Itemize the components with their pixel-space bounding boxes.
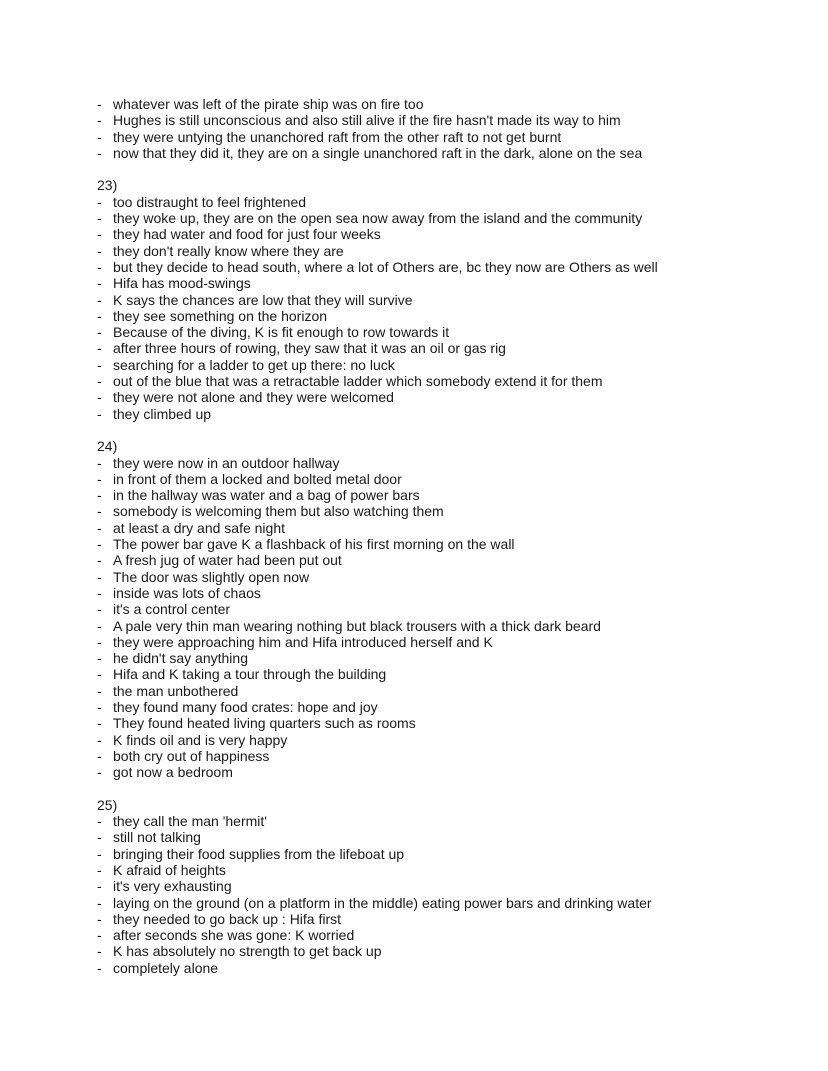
list-item-text: bringing their food supplies from the lifeboat up	[113, 845, 405, 862]
list-item-text: inside was lots of chaos	[113, 584, 261, 601]
list-item	[97, 292, 797, 308]
list-item-text: out of the blue that was a retractable ladder which somebody extend it for them	[113, 373, 603, 390]
list-item	[97, 226, 797, 242]
list-item-text: after seconds she was gone: K worried	[113, 927, 355, 944]
dash-bullet-icon: -	[97, 536, 102, 553]
dash-bullet-icon: -	[97, 144, 102, 161]
dash-bullet-icon: -	[97, 503, 102, 520]
dash-bullet-icon: -	[97, 927, 102, 944]
list-item	[97, 194, 797, 210]
dash-bullet-icon: -	[97, 894, 102, 911]
list-item-text: somebody is welcoming them but also watching them	[113, 503, 444, 520]
list-item-text: completely alone	[113, 959, 219, 976]
dash-bullet-icon: -	[97, 96, 102, 112]
section-heading: 25)	[97, 796, 118, 813]
list-item	[97, 846, 797, 862]
dash-bullet-icon: -	[97, 584, 102, 601]
list-item-text: Because of the diving, K is fit enough to row towards it	[113, 324, 450, 341]
dash-bullet-icon: -	[97, 242, 102, 259]
list-item	[97, 683, 797, 699]
dash-bullet-icon: -	[97, 454, 102, 471]
dash-bullet-icon: -	[97, 193, 102, 210]
list-item	[97, 829, 797, 845]
dash-bullet-icon: -	[97, 128, 102, 145]
dash-bullet-icon: -	[97, 829, 102, 846]
dash-bullet-icon: -	[97, 226, 102, 243]
document-page	[97, 96, 797, 976]
list-item	[97, 715, 797, 731]
list-item	[97, 129, 797, 145]
bullet-list	[97, 813, 797, 976]
list-item-text: after three hours of rowing, they saw that it was an oil or gas rig	[113, 340, 506, 357]
list-item	[97, 895, 797, 911]
list-item-text: A pale very thin man wearing nothing but black trousers with a thick dark beard	[113, 617, 601, 634]
dash-bullet-icon: -	[97, 650, 102, 667]
list-item-text: The power bar gave K a flashback of his first morning on the wall	[113, 536, 515, 553]
list-item-text: searching for a ladder to get up there: no luck	[113, 356, 395, 373]
list-item	[97, 650, 797, 666]
list-item	[97, 455, 797, 471]
list-item	[97, 552, 797, 568]
dash-bullet-icon: -	[97, 552, 102, 569]
dash-bullet-icon: -	[97, 698, 102, 715]
dash-bullet-icon: -	[97, 845, 102, 862]
dash-bullet-icon: -	[97, 747, 102, 764]
list-item	[97, 666, 797, 682]
dash-bullet-icon: -	[97, 943, 102, 960]
dash-bullet-icon: -	[97, 959, 102, 976]
dash-bullet-icon: -	[97, 568, 102, 585]
list-item	[97, 813, 797, 829]
list-item	[97, 536, 797, 552]
list-item-text: they woke up, they are on the open sea now away from the island and the community	[113, 210, 643, 227]
dash-bullet-icon: -	[97, 210, 102, 227]
list-item	[97, 373, 797, 389]
list-item	[97, 911, 797, 927]
list-item-text: A fresh jug of water had been put out	[113, 552, 342, 569]
list-item-text: too distraught to feel frightened	[113, 193, 307, 210]
list-item-text: now that they did it, they are on a single unanchored raft in the dark, alone on the sea	[113, 144, 643, 161]
list-item-text: still not talking	[113, 829, 201, 846]
list-item	[97, 243, 797, 259]
dash-bullet-icon: -	[97, 601, 102, 618]
list-item-text: The door was slightly open now	[113, 568, 310, 585]
list-item	[97, 112, 797, 128]
dash-bullet-icon: -	[97, 324, 102, 341]
list-item-text: the man unbothered	[113, 682, 239, 699]
list-item	[97, 960, 797, 976]
dash-bullet-icon: -	[97, 682, 102, 699]
list-item-text: they call the man 'hermit'	[113, 813, 267, 830]
list-item-text: in front of them a locked and bolted metal door	[113, 470, 402, 487]
dash-bullet-icon: -	[97, 764, 102, 781]
section-1	[97, 96, 797, 161]
list-item	[97, 406, 797, 422]
list-item	[97, 357, 797, 373]
dash-bullet-icon: -	[97, 617, 102, 634]
dash-bullet-icon: -	[97, 715, 102, 732]
list-item	[97, 618, 797, 634]
list-item	[97, 748, 797, 764]
dash-bullet-icon: -	[97, 813, 102, 830]
section-2	[97, 177, 797, 421]
list-item	[97, 210, 797, 226]
list-item-text: in the hallway was water and a bag of power bars	[113, 487, 420, 504]
list-item	[97, 601, 797, 617]
dash-bullet-icon: -	[97, 389, 102, 406]
dash-bullet-icon: -	[97, 487, 102, 504]
list-item	[97, 275, 797, 291]
list-item	[97, 585, 797, 601]
list-item	[97, 503, 797, 519]
dash-bullet-icon: -	[97, 112, 102, 129]
list-item-text: at least a dry and safe night	[113, 519, 285, 536]
dash-bullet-icon: -	[97, 275, 102, 292]
list-item	[97, 943, 797, 959]
dash-bullet-icon: -	[97, 373, 102, 390]
list-item	[97, 699, 797, 715]
list-item-text: K says the chances are low that they will survive	[113, 291, 413, 308]
section-heading: 23)	[97, 177, 118, 194]
list-item	[97, 471, 797, 487]
dash-bullet-icon: -	[97, 356, 102, 373]
list-item-text: they were not alone and they were welcomed	[113, 389, 394, 406]
list-item-text: they climbed up	[113, 405, 212, 422]
list-item-text: got now a bedroom	[113, 764, 233, 781]
list-item-text: he didn't say anything	[113, 650, 248, 667]
list-item	[97, 732, 797, 748]
list-item-text: K afraid of heights	[113, 861, 226, 878]
list-item	[97, 324, 797, 340]
list-item-text: K has absolutely no strength to get back up	[113, 943, 382, 960]
list-item-text: laying on the ground (on a platform in the middle) eating power bars and drinking water	[113, 894, 652, 911]
list-item	[97, 340, 797, 356]
list-item	[97, 634, 797, 650]
list-item	[97, 520, 797, 536]
section-4	[97, 797, 797, 976]
dash-bullet-icon: -	[97, 340, 102, 357]
list-item	[97, 878, 797, 894]
list-item	[97, 862, 797, 878]
bullet-list	[97, 194, 797, 422]
dash-bullet-icon: -	[97, 258, 102, 275]
bullet-list	[97, 455, 797, 781]
list-item-text: they were approaching him and Hifa introduced herself and K	[113, 633, 493, 650]
list-item-text: but they decide to head south, where a lot of Others are, bc they now are Others as well	[113, 258, 658, 275]
dash-bullet-icon: -	[97, 307, 102, 324]
list-item	[97, 96, 797, 112]
list-item-text: both cry out of happiness	[113, 747, 270, 764]
list-item-text: they needed to go back up : Hifa first	[113, 910, 342, 927]
list-item-text: Hifa and K taking a tour through the building	[113, 666, 387, 683]
list-item	[97, 569, 797, 585]
list-item	[97, 259, 797, 275]
list-item	[97, 308, 797, 324]
list-item-text: they found many food crates: hope and joy	[113, 698, 378, 715]
list-item-text: they don't really know where they are	[113, 242, 344, 259]
dash-bullet-icon: -	[97, 666, 102, 683]
dash-bullet-icon: -	[97, 731, 102, 748]
dash-bullet-icon: -	[97, 291, 102, 308]
list-item-text: they see something on the horizon	[113, 307, 328, 324]
dash-bullet-icon: -	[97, 861, 102, 878]
list-item-text: They found heated living quarters such as rooms	[113, 715, 416, 732]
dash-bullet-icon: -	[97, 519, 102, 536]
list-item	[97, 145, 797, 161]
bullet-list	[97, 96, 797, 161]
dash-bullet-icon: -	[97, 910, 102, 927]
list-item-text: Hifa has mood-swings	[113, 275, 251, 292]
list-item-text: whatever was left of the pirate ship was on fire too	[113, 96, 424, 112]
list-item	[97, 389, 797, 405]
list-item	[97, 487, 797, 503]
list-item-text: they had water and food for just four weeks	[113, 226, 381, 243]
list-item-text: Hughes is still unconscious and also still alive if the fire hasn't made its way to him	[113, 112, 621, 129]
section-3	[97, 438, 797, 780]
list-item-text: K finds oil and is very happy	[113, 731, 288, 748]
dash-bullet-icon: -	[97, 878, 102, 895]
list-item-text: they were untying the unanchored raft from the other raft to not get burnt	[113, 128, 562, 145]
dash-bullet-icon: -	[97, 405, 102, 422]
list-item-text: they were now in an outdoor hallway	[113, 454, 340, 471]
dash-bullet-icon: -	[97, 633, 102, 650]
list-item-text: it's very exhausting	[113, 878, 232, 895]
dash-bullet-icon: -	[97, 470, 102, 487]
list-item	[97, 764, 797, 780]
list-item-text: it's a control center	[113, 601, 231, 618]
list-item	[97, 927, 797, 943]
section-heading: 24)	[97, 438, 118, 455]
